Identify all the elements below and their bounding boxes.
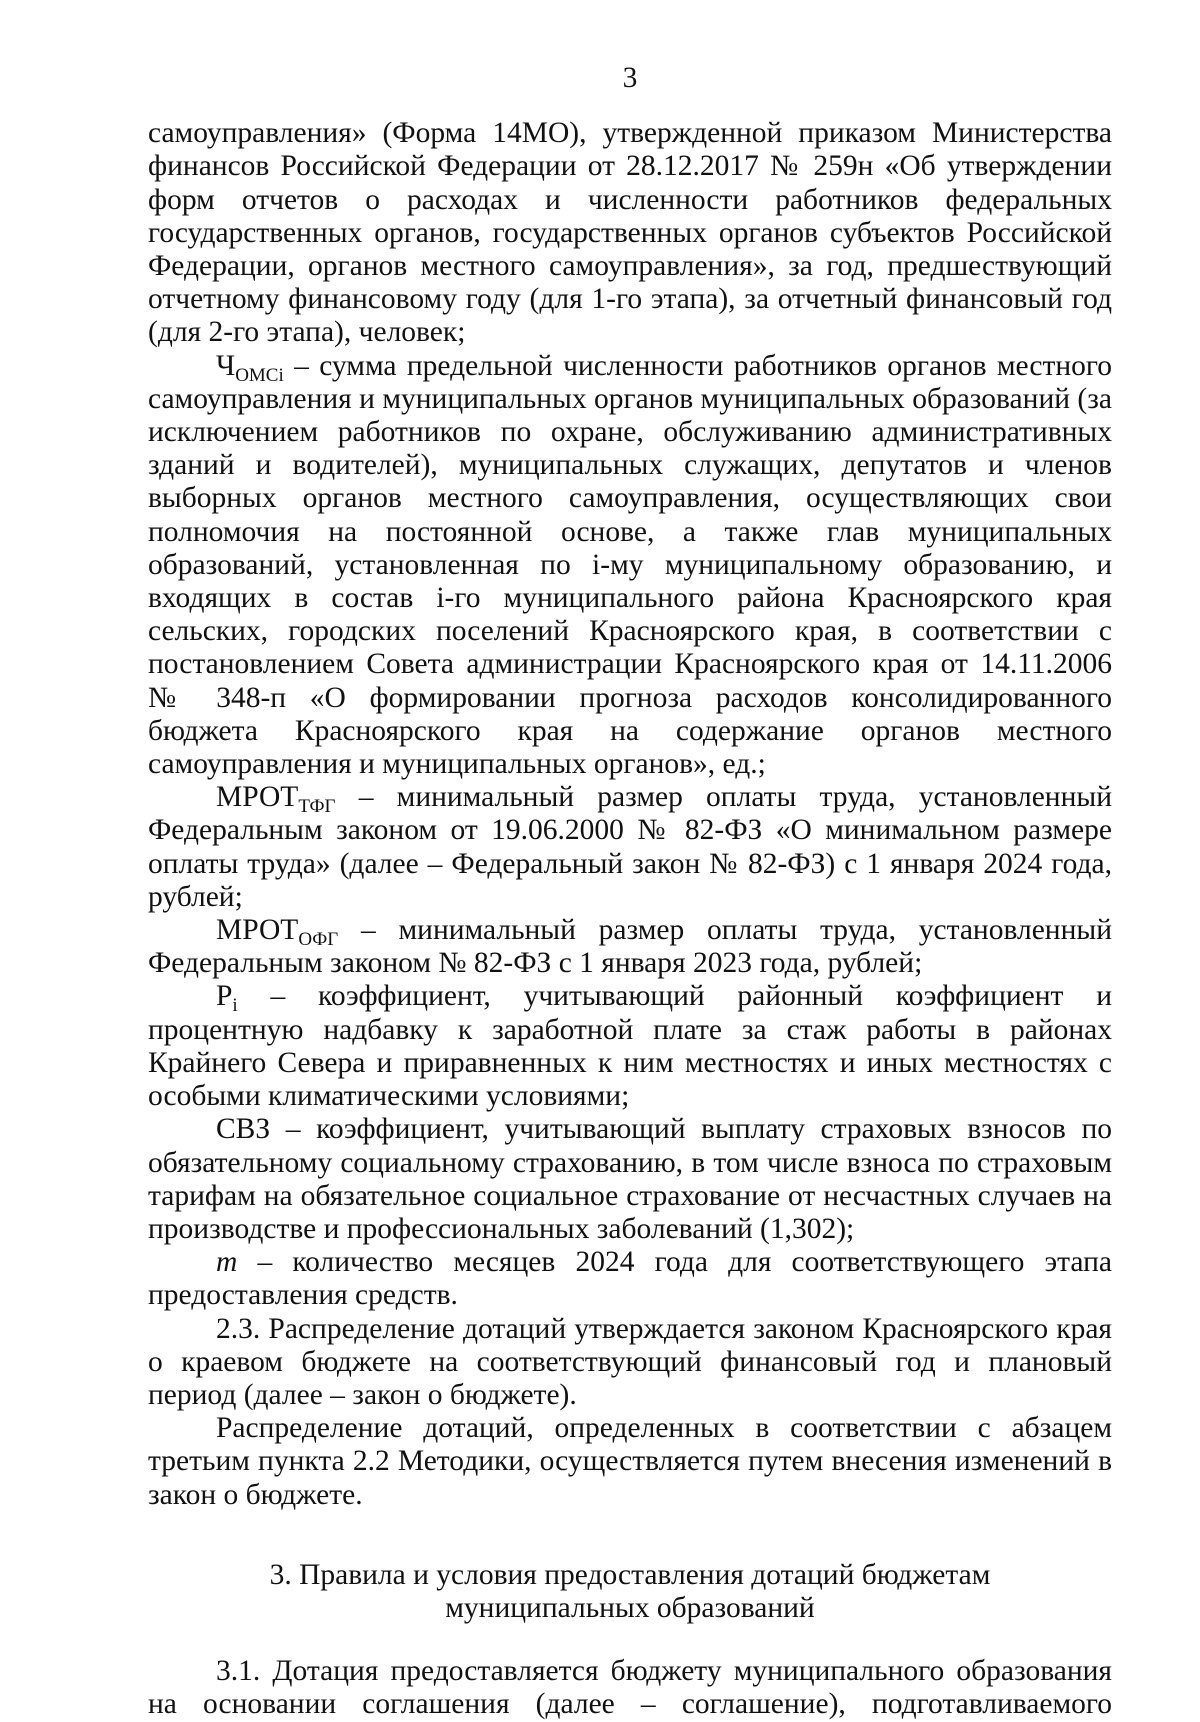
paragraph-3-1: 3.1. Дотация предоставляется бюджету муниципального образования на основании соглашения (далее – соглашение), подготавливаемого (148, 1655, 1112, 1721)
section-3-title-line1: 3. Правила и условия предоставления дотаций бюджетам (269, 1558, 991, 1591)
section-3-title-line2: муниципальных образований (445, 1591, 815, 1624)
definition-m-text: – количество месяцев 2024 года для соответствующего этапа предоставления средств. (148, 1246, 1112, 1312)
subscript-i: i (232, 995, 238, 1017)
definition-pi (148, 980, 1112, 1113)
symbol-ch: Ч (216, 349, 236, 382)
paragraph-2-3: 2.3. Распределение дотаций утверждается законом Красноярского края о краевом бюджете на соответствующий финансовый год и плановый период (далее – закон о бюджете). (148, 1312, 1112, 1411)
page-number: 3 (622, 62, 638, 94)
symbol-m: m (216, 1246, 238, 1279)
paragraph-intro: самоуправления» (Форма 14МО), утвержденной приказом Министерства финансов Российской Федерации от 28.12.2017 № 259н «Об утверждении форм отчетов о расходах и численности работников федеральных государственных органов, государственных органов субъектов Российской Федерации, органов местного самоуправления», за год, предшествующий отчетному финансовому году (для 1-го этапа), за отчетный финансовый год (для 2-го этапа), человек; (148, 117, 1112, 349)
definition-chomsi-text: – сумма предельной численности работников органов местного самоуправления и муниципальных органов муниципальных образований (за исключением работников по охране, обслуживанию административных зданий и водителей), муниципальных служащих, депутатов и членов выборных органов местного самоуправления, осуществляющих свои полномочия на постоянной основе, а также глав муниципальных образований, установленная по i-му муниципальному образованию, и входящих в состав i-го муниципального района Красноярского края сельских, городских поселений Красноярского края, в соответствии с постановлением Совета администрации Красноярского края от 14.11.2006 № 348-п «О формировании прогноза расходов консолидированного бюджета Красноярского края на содержание органов местного самоуправления и муниципальных органов», ед.; (148, 349, 1112, 781)
definition-mrot-ofg-text: – минимальный размер оплаты труда, установленный Федеральным законом № 82-ФЗ с 1 января 2023 года, рублей; (148, 914, 1112, 980)
paragraph-distribution: Распределение дотаций, определенных в соответствии с абзацем третьим пункта 2.2 Методики, осуществляется путем внесения изменений в закон о бюджете. (148, 1412, 1112, 1511)
subscript-omci: OMCi (235, 364, 284, 386)
definition-mrot-ofg (148, 914, 1112, 980)
definition-m (148, 1246, 1112, 1312)
subscript-tfg: ТФГ (298, 796, 336, 818)
symbol-mrot: МРОТ (216, 781, 299, 814)
section-3-title (148, 1559, 1112, 1625)
subscript-ofg: ОФГ (298, 929, 339, 951)
definition-mrot-tfg (148, 781, 1112, 914)
symbol-mrot-2: МРОТ (216, 914, 299, 947)
symbol-p: P (216, 980, 233, 1013)
definition-pi-text: – коэффициент, учитывающий районный коэффициент и процентную надбавку к заработной плате за стаж работы в районах Крайнего Севера и приравненных к ним местностях и иных местностях с особыми климатическими условиями; (148, 980, 1112, 1113)
definition-chomsi (148, 350, 1112, 782)
definition-mrot-tfg-text: – минимальный размер оплаты труда, установленный Федеральным законом от 19.06.2000 № 82-ФЗ «О минимальном размере оплаты труда» (далее – Федеральный закон № 82-ФЗ) с 1 января 2024 года, рублей; (148, 781, 1112, 913)
definition-svz: СВЗ – коэффициент, учитывающий выплату страховых взносов по обязательному социальному страхованию, в том числе взноса по страховым тарифам на обязательное социальное страхование от несчастных случаев на производстве и профессиональных заболеваний (1,302); (148, 1113, 1112, 1245)
